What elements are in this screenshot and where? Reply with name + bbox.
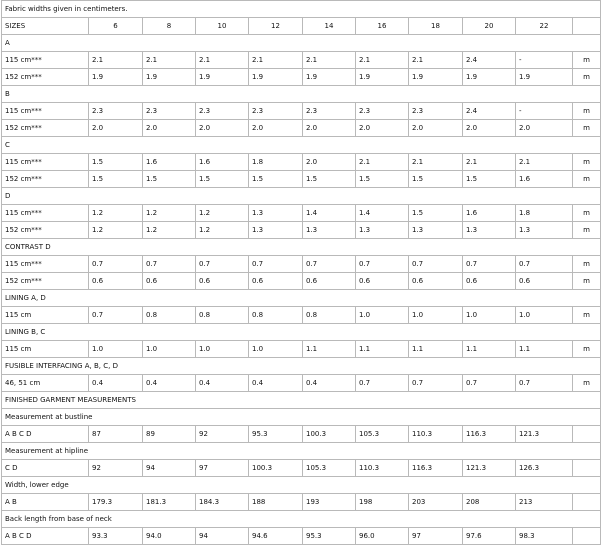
- value-cell: 1.9: [356, 69, 409, 86]
- value-cell: 1.3: [249, 205, 303, 222]
- value-cell: 2.1: [356, 154, 409, 171]
- value-cell: 1.8: [516, 205, 573, 222]
- value-cell: 105.3: [356, 426, 409, 443]
- table-row: [2, 154, 601, 171]
- value-cell: 0.4: [89, 375, 143, 392]
- header-label: SIZES: [2, 18, 89, 35]
- unit-cell: m: [573, 103, 601, 120]
- value-cell: 2.0: [516, 120, 573, 137]
- value-cell: 1.6: [143, 154, 196, 171]
- value-cell: 181.3: [143, 494, 196, 511]
- value-cell: 188: [249, 494, 303, 511]
- row-label: 46, 51 cm: [2, 375, 89, 392]
- row-label: 152 cm***: [2, 222, 89, 239]
- table-row: [2, 103, 601, 120]
- value-cell: 2.4: [463, 103, 516, 120]
- value-cell: 2.1: [143, 52, 196, 69]
- value-cell: 0.6: [89, 273, 143, 290]
- value-cell: 2.1: [196, 52, 249, 69]
- row-label: 115 cm***: [2, 103, 89, 120]
- value-cell: 100.3: [249, 460, 303, 477]
- value-cell: 2.0: [143, 120, 196, 137]
- value-cell: 2.1: [89, 52, 143, 69]
- table-row: [2, 494, 601, 511]
- value-cell: 1.1: [356, 341, 409, 358]
- table-row: [2, 256, 601, 273]
- unit-cell: m: [573, 307, 601, 324]
- value-cell: 95.3: [249, 426, 303, 443]
- value-cell: 0.7: [196, 256, 249, 273]
- value-cell: 1.5: [143, 171, 196, 188]
- row-label: 115 cm***: [2, 154, 89, 171]
- value-cell: 2.1: [249, 52, 303, 69]
- value-cell: 116.3: [463, 426, 516, 443]
- unit-cell: [573, 528, 601, 545]
- table-row: [2, 273, 601, 290]
- value-cell: 1.1: [516, 341, 573, 358]
- value-cell: 0.7: [303, 256, 356, 273]
- measurements-title: FINISHED GARMENT MEASUREMENTS: [2, 392, 601, 409]
- unit-cell: m: [573, 256, 601, 273]
- value-cell: 2.0: [463, 120, 516, 137]
- row-label: 115 cm: [2, 307, 89, 324]
- value-cell: 0.7: [89, 307, 143, 324]
- value-cell: 1.0: [516, 307, 573, 324]
- value-cell: 2.3: [196, 103, 249, 120]
- value-cell: 0.6: [249, 273, 303, 290]
- value-cell: 0.4: [303, 375, 356, 392]
- value-cell: 89: [143, 426, 196, 443]
- section-title-row: [2, 324, 601, 341]
- value-cell: 94.6: [249, 528, 303, 545]
- table-row: [2, 528, 601, 545]
- value-cell: 97: [196, 460, 249, 477]
- measurement-title: Measurement at bustline: [2, 409, 601, 426]
- value-cell: 0.6: [409, 273, 463, 290]
- unit-cell: m: [573, 375, 601, 392]
- value-cell: 1.2: [143, 222, 196, 239]
- value-cell: 0.4: [143, 375, 196, 392]
- value-cell: 0.7: [143, 256, 196, 273]
- value-cell: 1.2: [143, 205, 196, 222]
- measurement-title: Measurement at hipline: [2, 443, 601, 460]
- value-cell: 0.6: [356, 273, 409, 290]
- value-cell: 1.2: [196, 205, 249, 222]
- value-cell: -: [516, 52, 573, 69]
- size-header: 20: [463, 18, 516, 35]
- value-cell: 1.3: [516, 222, 573, 239]
- value-cell: 1.0: [89, 341, 143, 358]
- value-cell: 1.5: [409, 205, 463, 222]
- value-cell: 0.7: [89, 256, 143, 273]
- value-cell: 2.0: [409, 120, 463, 137]
- value-cell: 0.7: [516, 256, 573, 273]
- value-cell: 0.4: [196, 375, 249, 392]
- value-cell: 1.5: [196, 171, 249, 188]
- value-cell: 1.8: [249, 154, 303, 171]
- measurement-title-row: [2, 409, 601, 426]
- value-cell: 1.0: [409, 307, 463, 324]
- measurement-title-row: [2, 477, 601, 494]
- value-cell: 1.9: [143, 69, 196, 86]
- unit-cell: m: [573, 341, 601, 358]
- row-label: A B C D: [2, 528, 89, 545]
- value-cell: 193: [303, 494, 356, 511]
- value-cell: 110.3: [409, 426, 463, 443]
- size-header: 14: [303, 18, 356, 35]
- value-cell: 1.9: [196, 69, 249, 86]
- value-cell: 1.9: [463, 69, 516, 86]
- value-cell: 0.7: [356, 256, 409, 273]
- value-cell: 2.1: [463, 154, 516, 171]
- unit-cell: m: [573, 273, 601, 290]
- value-cell: 1.9: [303, 69, 356, 86]
- header-row: [2, 18, 601, 35]
- size-header: 22: [516, 18, 573, 35]
- caption-row: [2, 1, 601, 18]
- value-cell: 2.3: [356, 103, 409, 120]
- value-cell: 0.7: [249, 256, 303, 273]
- unit-cell: m: [573, 120, 601, 137]
- value-cell: 105.3: [303, 460, 356, 477]
- row-label: 152 cm***: [2, 171, 89, 188]
- value-cell: 94.0: [143, 528, 196, 545]
- section-title: A: [2, 35, 601, 52]
- unit-cell: m: [573, 69, 601, 86]
- row-label: A B: [2, 494, 89, 511]
- value-cell: 0.7: [356, 375, 409, 392]
- value-cell: 92: [196, 426, 249, 443]
- value-cell: 93.3: [89, 528, 143, 545]
- row-label: 115 cm***: [2, 52, 89, 69]
- value-cell: 1.5: [89, 171, 143, 188]
- value-cell: 126.3: [516, 460, 573, 477]
- value-cell: 2.1: [409, 154, 463, 171]
- value-cell: 100.3: [303, 426, 356, 443]
- value-cell: 0.7: [409, 256, 463, 273]
- table-row: [2, 69, 601, 86]
- value-cell: 0.7: [409, 375, 463, 392]
- value-cell: 208: [463, 494, 516, 511]
- size-header: 8: [143, 18, 196, 35]
- table-row: [2, 460, 601, 477]
- value-cell: 1.5: [409, 171, 463, 188]
- value-cell: 1.1: [303, 341, 356, 358]
- table-row: [2, 426, 601, 443]
- size-header: 6: [89, 18, 143, 35]
- value-cell: 1.9: [409, 69, 463, 86]
- value-cell: 1.5: [356, 171, 409, 188]
- section-title: CONTRAST D: [2, 239, 601, 256]
- section-title-row: [2, 239, 601, 256]
- section-title-row: [2, 86, 601, 103]
- value-cell: 2.0: [249, 120, 303, 137]
- value-cell: 121.3: [463, 460, 516, 477]
- value-cell: 96.0: [356, 528, 409, 545]
- row-label: 152 cm***: [2, 120, 89, 137]
- size-header: 12: [249, 18, 303, 35]
- value-cell: 1.2: [89, 222, 143, 239]
- value-cell: 2.1: [303, 52, 356, 69]
- value-cell: 116.3: [409, 460, 463, 477]
- value-cell: 1.0: [196, 341, 249, 358]
- value-cell: 2.3: [409, 103, 463, 120]
- table-body: [2, 1, 601, 545]
- value-cell: 2.0: [303, 154, 356, 171]
- unit-cell: m: [573, 222, 601, 239]
- unit-cell: m: [573, 171, 601, 188]
- value-cell: 1.5: [249, 171, 303, 188]
- value-cell: 121.3: [516, 426, 573, 443]
- value-cell: 1.3: [356, 222, 409, 239]
- value-cell: 2.3: [143, 103, 196, 120]
- value-cell: 2.0: [89, 120, 143, 137]
- row-label: 115 cm***: [2, 205, 89, 222]
- value-cell: 0.8: [303, 307, 356, 324]
- table-row: [2, 205, 601, 222]
- value-cell: 1.1: [463, 341, 516, 358]
- size-header: 18: [409, 18, 463, 35]
- value-cell: 1.3: [463, 222, 516, 239]
- value-cell: 1.6: [196, 154, 249, 171]
- table-row: [2, 375, 601, 392]
- section-title: LINING A, D: [2, 290, 601, 307]
- table-row: [2, 341, 601, 358]
- value-cell: 0.8: [143, 307, 196, 324]
- value-cell: 1.5: [89, 154, 143, 171]
- value-cell: 2.1: [516, 154, 573, 171]
- value-cell: 97: [409, 528, 463, 545]
- value-cell: 1.6: [463, 205, 516, 222]
- value-cell: 1.6: [516, 171, 573, 188]
- value-cell: 1.0: [143, 341, 196, 358]
- value-cell: 1.1: [409, 341, 463, 358]
- value-cell: 97.6: [463, 528, 516, 545]
- row-label: 115 cm: [2, 341, 89, 358]
- value-cell: 2.0: [356, 120, 409, 137]
- value-cell: 213: [516, 494, 573, 511]
- table-row: [2, 171, 601, 188]
- table-row: [2, 120, 601, 137]
- value-cell: 0.7: [463, 375, 516, 392]
- value-cell: 0.7: [516, 375, 573, 392]
- section-title: FUSIBLE INTERFACING A, B, C, D: [2, 358, 601, 375]
- section-title-row: [2, 137, 601, 154]
- unit-cell: [573, 494, 601, 511]
- size-header: 10: [196, 18, 249, 35]
- unit-cell: [573, 426, 601, 443]
- section-title: D: [2, 188, 601, 205]
- value-cell: 1.0: [356, 307, 409, 324]
- row-label: 152 cm***: [2, 69, 89, 86]
- value-cell: 0.4: [249, 375, 303, 392]
- value-cell: 0.6: [196, 273, 249, 290]
- value-cell: 1.4: [356, 205, 409, 222]
- value-cell: 1.0: [463, 307, 516, 324]
- value-cell: 1.9: [516, 69, 573, 86]
- value-cell: 184.3: [196, 494, 249, 511]
- value-cell: 110.3: [356, 460, 409, 477]
- section-title: B: [2, 86, 601, 103]
- value-cell: 1.2: [196, 222, 249, 239]
- section-title-row: [2, 35, 601, 52]
- value-cell: 0.8: [196, 307, 249, 324]
- value-cell: 0.8: [249, 307, 303, 324]
- table-row: [2, 52, 601, 69]
- value-cell: 87: [89, 426, 143, 443]
- section-title-row: [2, 358, 601, 375]
- section-title: LINING B, C: [2, 324, 601, 341]
- measurement-title-row: [2, 511, 601, 528]
- measurement-title: Width, lower edge: [2, 477, 601, 494]
- value-cell: 2.1: [356, 52, 409, 69]
- value-cell: 0.6: [143, 273, 196, 290]
- value-cell: 94: [196, 528, 249, 545]
- value-cell: 2.0: [196, 120, 249, 137]
- table-row: [2, 307, 601, 324]
- value-cell: 98.3: [516, 528, 573, 545]
- value-cell: 1.5: [463, 171, 516, 188]
- unit-header: [573, 18, 601, 35]
- unit-cell: [573, 460, 601, 477]
- fabric-requirements-table: [1, 0, 601, 545]
- unit-cell: m: [573, 154, 601, 171]
- value-cell: 94: [143, 460, 196, 477]
- row-label: 152 cm***: [2, 273, 89, 290]
- row-label: 115 cm***: [2, 256, 89, 273]
- value-cell: 2.3: [89, 103, 143, 120]
- value-cell: 1.4: [303, 205, 356, 222]
- value-cell: -: [516, 103, 573, 120]
- value-cell: 2.1: [409, 52, 463, 69]
- value-cell: 0.6: [463, 273, 516, 290]
- section-title-row: [2, 290, 601, 307]
- section-title-row: [2, 188, 601, 205]
- section-title: C: [2, 137, 601, 154]
- table-row: [2, 222, 601, 239]
- value-cell: 2.3: [303, 103, 356, 120]
- value-cell: 0.7: [463, 256, 516, 273]
- row-label: A B C D: [2, 426, 89, 443]
- value-cell: 1.9: [249, 69, 303, 86]
- measurements-title-row: [2, 392, 601, 409]
- value-cell: 1.2: [89, 205, 143, 222]
- unit-cell: m: [573, 205, 601, 222]
- value-cell: 198: [356, 494, 409, 511]
- unit-cell: m: [573, 52, 601, 69]
- value-cell: 1.5: [303, 171, 356, 188]
- value-cell: 2.4: [463, 52, 516, 69]
- measurement-title-row: [2, 443, 601, 460]
- value-cell: 1.3: [249, 222, 303, 239]
- value-cell: 179.3: [89, 494, 143, 511]
- value-cell: 203: [409, 494, 463, 511]
- value-cell: 95.3: [303, 528, 356, 545]
- value-cell: 1.0: [249, 341, 303, 358]
- measurement-title: Back length from base of neck: [2, 511, 601, 528]
- value-cell: 0.6: [516, 273, 573, 290]
- value-cell: 2.3: [249, 103, 303, 120]
- value-cell: 92: [89, 460, 143, 477]
- value-cell: 1.3: [409, 222, 463, 239]
- row-label: C D: [2, 460, 89, 477]
- table-caption: Fabric widths given in centimeters.: [2, 1, 601, 18]
- size-header: 16: [356, 18, 409, 35]
- value-cell: 1.9: [89, 69, 143, 86]
- value-cell: 0.6: [303, 273, 356, 290]
- value-cell: 2.0: [303, 120, 356, 137]
- value-cell: 1.3: [303, 222, 356, 239]
